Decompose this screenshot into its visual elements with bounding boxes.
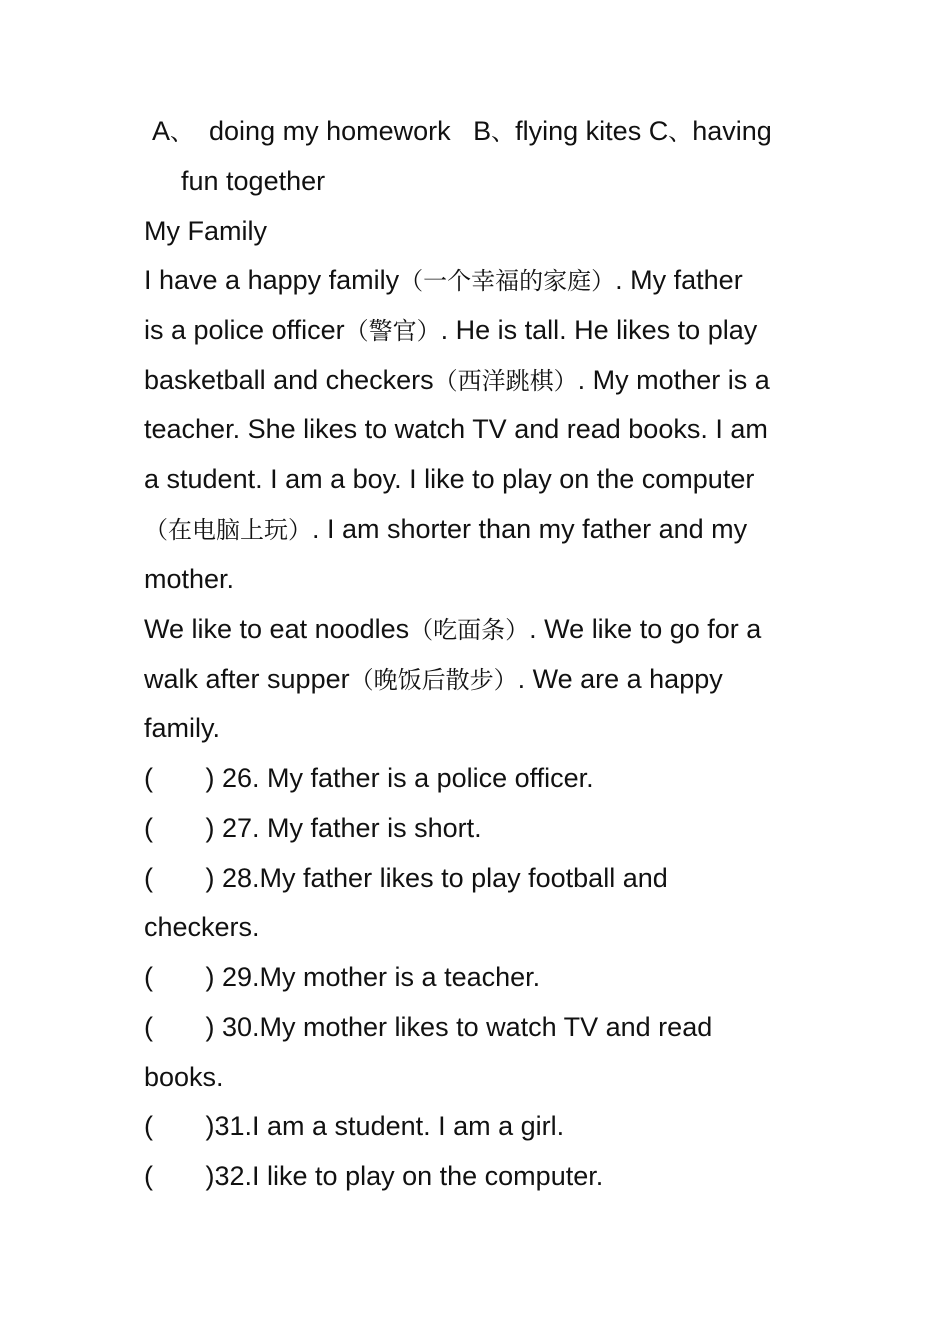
- passage-line: teacher. She likes to watch TV and read books. I am: [144, 414, 768, 444]
- question-line: ( )32.I like to play on the computer.: [144, 1161, 604, 1191]
- question-line: ( ) 26. My father is a police officer.: [144, 763, 594, 793]
- passage-line: mother.: [144, 564, 235, 594]
- passage-line: I have a happy family（一个幸福的家庭）. My father: [144, 265, 743, 295]
- question-line: checkers.: [144, 912, 260, 942]
- passage-line: walk after supper（晚饭后散步）. We are a happy: [144, 664, 723, 694]
- question-line: ( ) 29.My mother is a teacher.: [144, 962, 541, 992]
- question-line: ( ) 28.My father likes to play football and: [144, 863, 668, 893]
- options-line-1: A、 doing my homework B、flying kites C、having: [152, 116, 772, 146]
- passage-line: family.: [144, 713, 221, 743]
- options-line-2: fun together: [181, 166, 326, 196]
- question-line: ( ) 30.My mother likes to watch TV and read: [144, 1012, 713, 1042]
- passage-line: is a police officer（警官）. He is tall. He likes to play: [144, 315, 758, 345]
- question-line: ( ) 27. My father is short.: [144, 813, 482, 843]
- passage-line: We like to eat noodles（吃面条）. We like to go for a: [144, 614, 762, 644]
- question-line: books.: [144, 1062, 224, 1092]
- passage-title: My Family: [144, 216, 267, 246]
- question-line: ( )31.I am a student. I am a girl.: [144, 1111, 565, 1141]
- passage-line: （在电脑上玩）. I am shorter than my father and my: [144, 514, 748, 544]
- passage-line: a student. I am a boy. I like to play on the computer: [144, 464, 755, 494]
- passage-line: basketball and checkers（西洋跳棋）. My mother is a: [144, 365, 770, 395]
